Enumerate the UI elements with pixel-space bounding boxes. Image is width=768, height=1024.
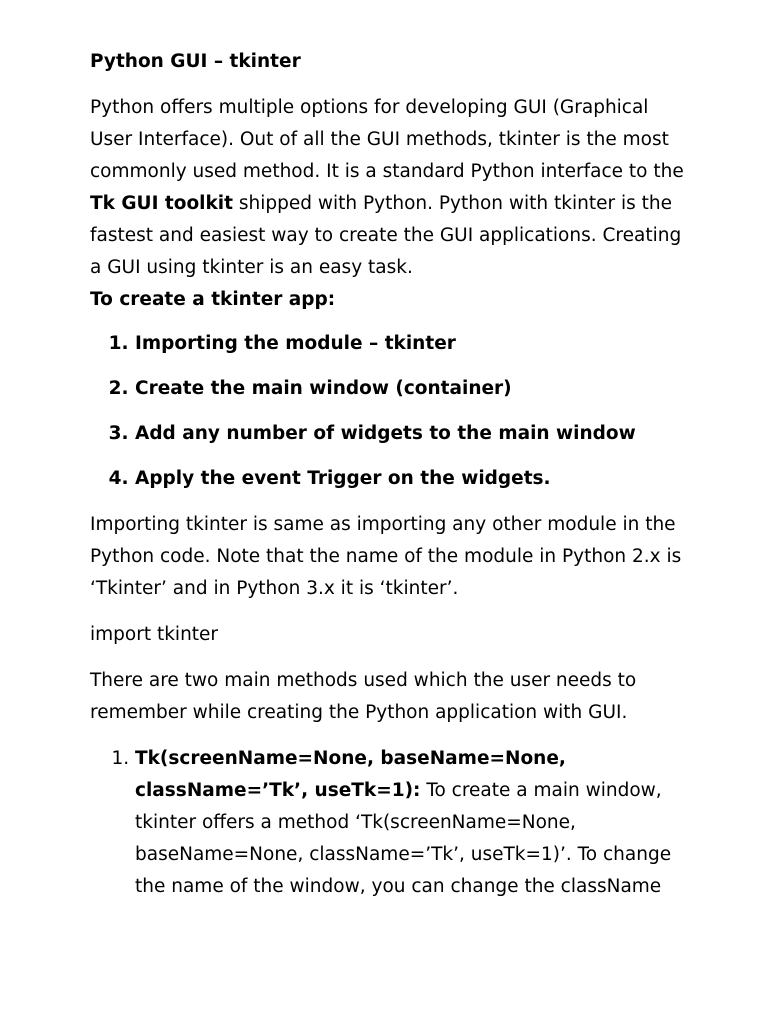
step-item: 4. Apply the event Trigger on the widgets. [135, 463, 690, 495]
intro-paragraph [90, 92, 690, 284]
step-item: 3. Add any number of widgets to the main window [135, 418, 690, 450]
methods-list [90, 743, 690, 903]
step-item: 1. Importing the module – tkinter [135, 328, 690, 360]
steps-heading: To create a tkinter app: [90, 289, 336, 310]
document-title: Python GUI – tkinter [90, 51, 301, 72]
document-page [90, 46, 690, 903]
intro-text-1: Python offers multiple options for developing GUI (Graphical User Interface). Out of all the GUI methods, tkinter is the most commonly used method. It is a standard Python interface to the [90, 97, 684, 182]
steps-list [90, 328, 690, 495]
method-signature: Tk(screenName=None, baseName=None, className=’Tk’, useTk=1): [135, 748, 566, 801]
step-item: 2. Create the main window (container) [135, 373, 690, 405]
method-item [135, 743, 690, 903]
intro-bold-term: Tk GUI toolkit [90, 193, 233, 214]
method-description: To create a main window, tkinter offers a method ‘Tk(screenName=None, baseName=None, className=’Tk’, useTk=1)’. To change the name of the window, you can change the className [135, 780, 672, 897]
import-paragraph: Importing tkinter is same as importing any other module in the Python code. Note that the name of the module in Python 2.x is ‘Tkinter’ and in Python 3.x it is ‘tkinter’. [90, 514, 682, 599]
code-line: import tkinter [90, 624, 219, 645]
intro-text-2: shipped with Python. Python with tkinter is the fastest and easiest way to create the GUI applications. Creating a GUI using tkinter is an easy task. [90, 193, 682, 278]
methods-paragraph: There are two main methods used which the user needs to remember while creating the Python application with GUI. [90, 670, 637, 723]
